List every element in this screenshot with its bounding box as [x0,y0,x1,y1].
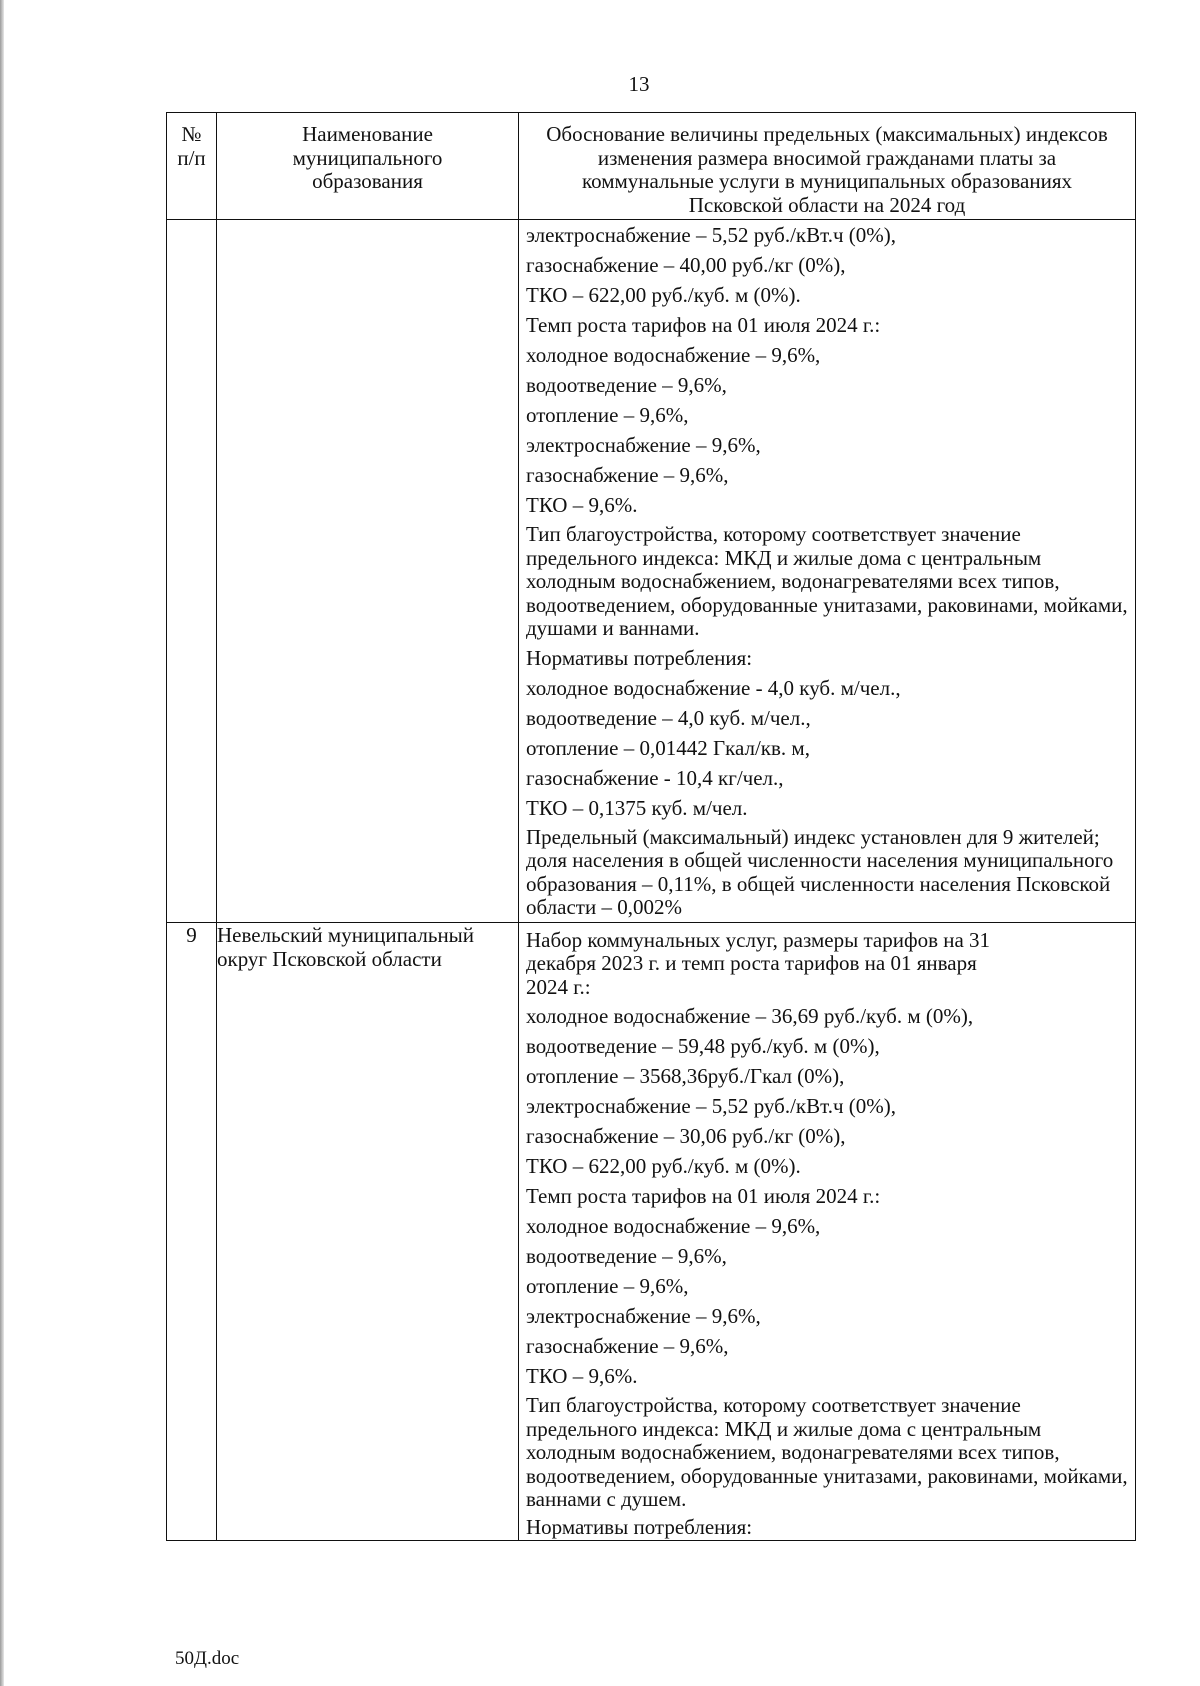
basis-line: газоснабжение – 40,00 руб./кг (0%), [526,253,846,277]
basis-line: газоснабжение – 30,06 руб./кг (0%), [526,1124,846,1148]
basis-line: отопление – 3568,36руб./Гкал (0%), [526,1064,845,1088]
row-number [167,220,217,923]
basis-line: электроснабжение – 5,52 руб./кВт.ч (0%), [526,1094,897,1118]
table-header-row [167,113,1136,220]
limit-index-paragraph: Предельный (максимальный) индекс установлен для 9 жителей; доля населения в общей численности населения муниципального образования – 0,11%, в общей численности населения Псковской области – 0,002% [526,824,1114,919]
basis-line: холодное водоснабжение – 9,6%, [526,343,821,367]
tariff-table [166,112,1136,1541]
row-basis [519,220,1136,923]
basis-line: электроснабжение – 9,6%, [526,1304,761,1328]
row-basis [519,922,1136,1540]
header-number-text: № п/п [177,122,206,170]
basis-line: ТКО – 9,6%. [526,493,638,517]
basis-line: холодное водоснабжение - 4,0 куб. м/чел., [526,675,901,700]
basis-line: холодное водоснабжение – 36,69 руб./куб. м (0%), [526,1004,974,1028]
improvement-type-paragraph: Тип благоустройства, которому соответствует значение предельного индекса: МКД и жилые дома с центральным холодным водоснабжением, водонагревателями всех типов, водоотведением, оборудованные унитазами, раковинами, мойками, ваннами с душем. [526,1393,1128,1511]
basis-line: холодное водоснабжение – 9,6%, [526,1214,821,1238]
basis-content [519,923,1135,1540]
scan-edge [0,0,4,1686]
header-name-text: Наименование муниципального образования [292,122,443,193]
improvement-type-paragraph: Тип благоустройства, которому соответствует значение предельного индекса: МКД и жилые дома с центральным холодным водоснабжением, водонагревателями всех типов, водоотведением, оборудованные унитазами, раковинами, мойками, душами и ваннами. [526,522,1128,640]
basis-line: ТКО – 9,6%. [526,1364,638,1388]
basis-line: Нормативы потребления: [526,645,753,670]
table-row [167,220,1136,923]
basis-line: ТКО – 0,1375 куб. м/чел. [526,795,748,820]
table-row [167,922,1136,1540]
basis-line: водоотведение – 9,6%, [526,373,727,397]
document-filename: 50Д.doc [175,1648,240,1669]
tariff-intro-paragraph: Набор коммунальных услуг, размеры тарифов на 31 декабря 2023 г. и темп роста тарифов на 01 января 2024 г.: [526,927,991,999]
basis-line: Темп роста тарифов на 01 июля 2024 г.: [526,1184,881,1208]
basis-line: Темп роста тарифов на 01 июля 2024 г.: [526,313,881,337]
row-number: 9 [167,922,217,1540]
basis-line: электроснабжение – 9,6%, [526,433,761,457]
basis-line: ТКО – 622,00 руб./куб. м (0%). [526,1154,801,1178]
header-name [217,113,519,220]
page-number: 13 [628,72,650,96]
basis-line: водоотведение – 59,48 руб./куб. м (0%), [526,1034,880,1058]
basis-content [519,220,1135,922]
row-municipality-name [217,220,519,923]
basis-line: отопление – 9,6%, [526,403,689,427]
basis-line: электроснабжение – 5,52 руб./кВт.ч (0%), [526,223,897,247]
basis-line: водоотведение – 9,6%, [526,1244,727,1268]
basis-line: ТКО – 622,00 руб./куб. м (0%). [526,283,801,307]
basis-line: отопление – 0,01442 Гкал/кв. м, [526,735,810,760]
basis-line: газоснабжение – 9,6%, [526,463,729,487]
basis-line: газоснабжение - 10,4 кг/чел., [526,765,784,790]
header-number [167,113,217,220]
header-basis [519,113,1136,220]
basis-line: газоснабжение – 9,6%, [526,1334,729,1358]
header-basis-text: Обоснование величины предельных (максимальных) индексов изменения размера вносимой гражданами платы за коммунальные услуги в муниципальных образованиях Псковской области на 2024 год [546,122,1108,217]
row-municipality-name: Невельский муниципальный округ Псковской области [217,922,519,1540]
basis-line: отопление – 9,6%, [526,1274,689,1298]
basis-line: водоотведение – 4,0 куб. м/чел., [526,705,811,730]
basis-line: Нормативы потребления: [526,1514,753,1539]
